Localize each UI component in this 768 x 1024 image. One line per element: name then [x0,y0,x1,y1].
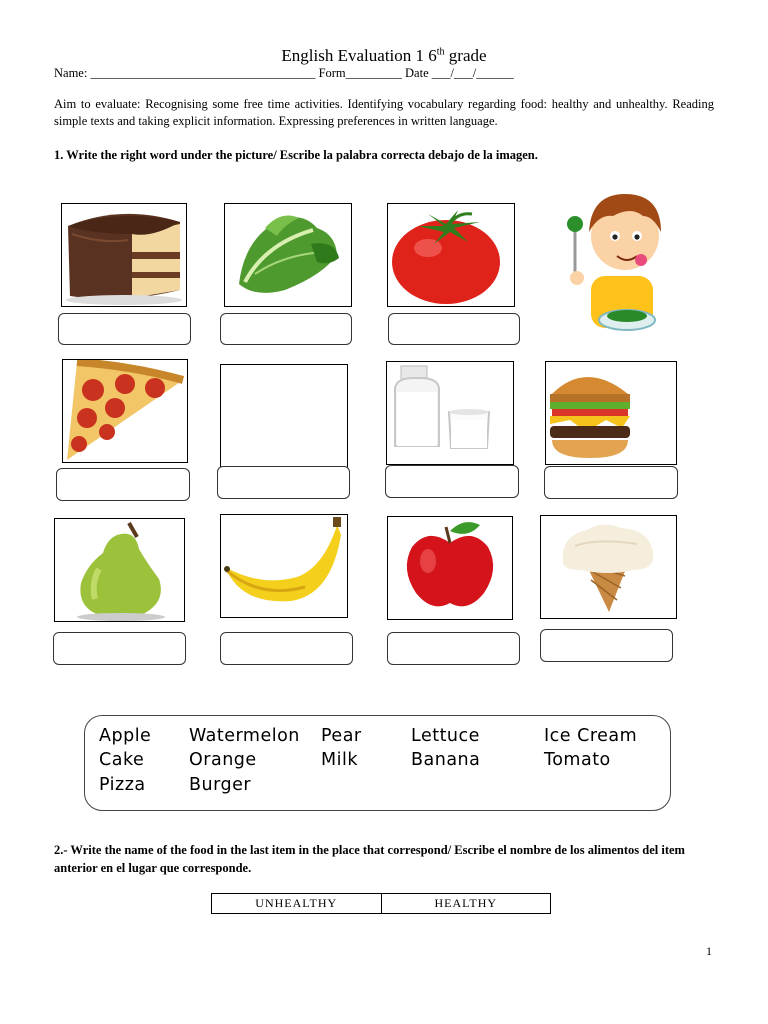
banana-icon [221,515,347,617]
unhealthy-column-header: UNHEALTHY [212,894,382,913]
picture-tomato [387,203,515,307]
answer-box-8[interactable] [544,466,678,499]
page-title: English Evaluation 1 6th grade [281,46,487,65]
burger-icon [546,362,676,464]
word-bank-item: Watermelon [189,726,300,746]
cake-icon [62,204,186,306]
answer-box-7[interactable] [385,465,519,498]
answer-box-1[interactable] [58,313,191,345]
apple-icon [388,517,512,619]
picture-burger [545,361,677,465]
answer-box-3[interactable] [388,313,520,345]
tomato-icon [388,204,514,306]
word-bank-item: Milk [321,750,358,770]
word-bank-item: Tomato [544,750,611,770]
word-bank-item: Lettuce [411,726,480,746]
picture-blank [220,364,348,468]
aim-paragraph: Aim to evaluate: Recognising some free time activities. Identifying vocabulary regarding food: healthy and unhealthy. Reading simple texts and taking explicit information. Expressing preferences in written language. [54,97,714,128]
boy-eating-icon [563,186,679,336]
answer-box-5[interactable] [56,468,190,501]
answer-box-9[interactable] [53,632,186,665]
word-bank-item: Burger [189,775,252,795]
word-bank [84,715,671,811]
picture-boy-eating [563,186,679,336]
answer-box-6[interactable] [217,466,350,499]
word-bank-item: Apple [99,726,152,746]
picture-pear [54,518,185,622]
question-2: 2.- Write the name of the food in the last item in the place that correspond/ Escribe el nombre de los alimentos del item anterior en el lugar que corresponde. [54,843,685,875]
picture-cake [61,203,187,307]
question-1: 1. Write the right word under the picture/ Escribe la palabra correcta debajo de la imagen. [54,148,538,162]
pear-icon [55,519,184,621]
lettuce-icon [225,204,351,306]
ice-cream-icon [541,516,676,618]
word-bank-item: Ice Cream [544,726,638,746]
pizza-icon [63,360,187,462]
milk-icon [387,362,513,464]
answer-box-10[interactable] [220,632,353,665]
picture-banana [220,514,348,618]
name-form-date-line[interactable]: Name: ____________________________________ Form_________ Date ___/___/______ [54,66,514,80]
word-bank-item: Pear [321,726,362,746]
page-number: 1 [706,944,712,958]
word-bank-item: Pizza [99,775,146,795]
picture-lettuce [224,203,352,307]
answer-box-12[interactable] [540,629,673,662]
word-bank-item: Orange [189,750,257,770]
picture-pizza [62,359,188,463]
healthy-unhealthy-table [211,893,551,914]
healthy-column-header: HEALTHY [434,896,498,910]
word-bank-item: Cake [99,750,145,770]
picture-ice-cream [540,515,677,619]
answer-box-2[interactable] [220,313,352,345]
picture-apple [387,516,513,620]
word-bank-item: Banana [411,750,481,770]
answer-box-11[interactable] [387,632,520,665]
picture-milk [386,361,514,465]
